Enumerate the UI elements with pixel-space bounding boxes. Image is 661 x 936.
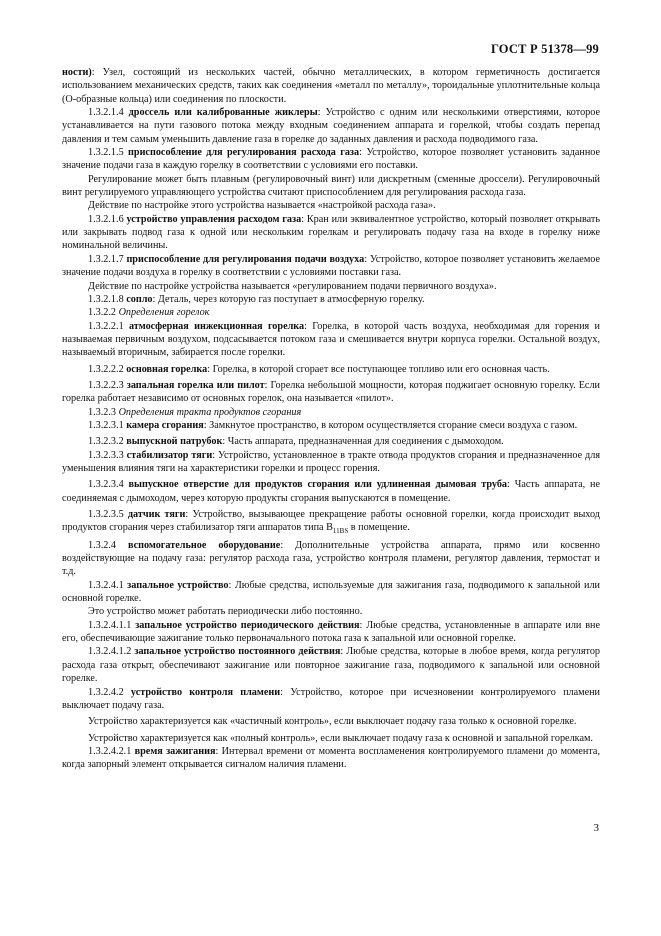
clause-number: 1.3.2.2.2	[88, 363, 124, 375]
term: выпускное отверстие для продуктов сгорания или удлиненная дымовая труба	[128, 479, 508, 491]
definition-1.3.2.1.5	[62, 146, 600, 173]
definition-text: : Дополнительные устройства аппарата, прямо или косвенно воздействующие на подачу газа: регулятор расхода газа, устройство контроля пламени, регулятор давления, термостат и т.д.	[62, 539, 601, 578]
definition-1.3.2.1.8	[62, 293, 600, 306]
definition-text: : Устройство, которое при исчезновении контролируемого пламени выключает подачу газа.	[62, 686, 601, 711]
clause-number: 1.3.2.4.1	[88, 579, 124, 591]
term: основная горелка	[126, 363, 208, 375]
clause-number: 1.3.2.3.1	[88, 419, 124, 431]
definition-1.3.2.4.2	[62, 686, 600, 713]
term: запальная горелка или пилот	[126, 379, 265, 391]
term: устройство управления расходом газа	[126, 213, 302, 225]
definition-text: : Горелка, в которой сгорает все поступающее топливо или его основная часть.	[207, 363, 550, 375]
term: запальное устройство периодического действия	[135, 619, 360, 631]
clause-number: 1.3.2.4.2.1	[88, 745, 132, 757]
document-body	[62, 66, 600, 772]
section-heading-1.3.2.3	[62, 406, 600, 419]
clause-number: 1.3.2.3.3	[88, 449, 124, 461]
definition-text: : Устройство, которое позволяет установить желаемое значение подачи воздуха в горелку в соответствии с условиями поставки газа.	[62, 253, 601, 279]
definition-1.3.2.1.4	[62, 106, 600, 146]
definition-text: : Кран или эквивалентное устройство, который позволяет открывать или закрывать подвод газа к одной или нескольким горелкам и регулировать подачу газа на входе в горелку ниже номинальной величины.	[62, 213, 600, 252]
definition-1.3.2.4.1.2	[62, 645, 600, 685]
definition-text: : Устройство, вызывающее прекращение работы основной горелки, когда происходит выход продуктов сгорания через стабилизатор тяги аппаратов типа B	[62, 509, 600, 534]
clause-number: 1.3.2.3.4	[88, 479, 124, 491]
clause-number: 1.3.2.1.4	[88, 107, 124, 119]
clause-number: 1.3.2.4.1.1	[88, 619, 132, 631]
definition-text: : Устройство с одним или несколькими отверстиями, которое устанавливается на пути газового потока между входным соединением аппарата и горелкой, чтобы создать перепад давления и тем самым уменьшить давление газа в горелке до заданных давления и расхода подводимого газа.	[62, 107, 600, 145]
definition-1.3.2.3.1	[62, 419, 600, 432]
definition-text: : Интервал времени от момента воспламенения контролируемого пламени до момента, когда запорный элемент открывается сигналом наличия пламени.	[62, 745, 600, 771]
paragraph: Устройство характеризуется как «частичный контроль», если выключает подачу газа только к основной горелке.	[88, 716, 577, 728]
definition-text: : Любые средства, установленные в аппарате или вне его, обеспечивающие зажигание только первоначального потока газа к запальной или основной горелке.	[62, 619, 601, 645]
definition-text: : Устройство, которое позволяет установить заданное значение подачи газа в каждую горелку в соответствии с условиями его поставки.	[62, 147, 601, 172]
paragraph: Устройство характеризуется как «полный контроль», если выключает подачу газа к основной и запальной горелкам.	[88, 732, 593, 744]
paragraph: Действие по настройке устройства называется «регулированием подачи первичного воздуха».	[88, 280, 497, 292]
term: время зажигания	[134, 745, 216, 757]
definition-text: : Любые средства, которые в любое время, когда регулятор расхода газа открыт, обеспечивают зажигание или повторное зажигание газа, подводимого к запальной или основной горелке.	[62, 646, 601, 685]
clause-number: 1.3.2.1.8	[88, 293, 124, 305]
clause-number: 1.3.2.3.5	[88, 509, 124, 520]
definition-1.3.2.3.2	[62, 435, 600, 448]
term: устройство контроля пламени	[130, 686, 281, 698]
term: стабилизатор тяги	[126, 449, 213, 461]
definition-text-tail: в помещение.	[348, 522, 410, 534]
clause-number: 1.3.2.4	[88, 539, 117, 551]
paragraph	[62, 66, 600, 106]
definition-1.3.2.2.2	[62, 363, 600, 376]
term: камера сгорания	[126, 419, 204, 431]
clause-number: 1.3.2.1.7	[88, 253, 124, 265]
definition-text: : Часть аппарата, не соединяемая с дымоходом, через которую продукты сгорания выпускаются в помещение.	[62, 479, 600, 504]
definition-text: : Горелка небольшой мощности, которая поджигает основную горелку. Если горелка работает независимо от основных горелок, она называется «пилот».	[62, 379, 600, 405]
clause-number: 1.3.2.4.2	[88, 686, 124, 698]
definition-1.3.2.3.4	[62, 478, 600, 505]
definition-text: : Устройство, установленное в тракте отвода продуктов сгорания и предназначенное для уменьшения влияния тяги на характеристики горелки и процесс горения.	[62, 449, 601, 474]
definition-text: : Деталь, через которую газ поступает в атмосферную горелку.	[152, 293, 425, 305]
term: сопло	[126, 293, 153, 305]
section-title: Определения горелок	[118, 307, 210, 319]
term: датчик тяги	[127, 509, 186, 520]
document-header: ГОСТ Р 51378—99	[490, 42, 599, 56]
clause-number: 1.3.2.3.2	[88, 436, 124, 448]
definition-1.3.2.2.1	[62, 320, 600, 360]
definition-text: : Замкнутое пространство, в котором осуществляется сгорание смеси воздуха с газом.	[203, 419, 578, 431]
definition-text: : Любые средства, используемые для зажигания газа, подводимого к запальной или основной горелке.	[62, 579, 601, 605]
term: ности)	[62, 67, 92, 78]
term: запальное устройство постоянного действия	[134, 646, 341, 658]
section-heading-1.3.2.2	[62, 306, 600, 319]
clause-number: 1.3.2.4.1.2	[88, 646, 132, 658]
definition-1.3.2.1.7	[62, 253, 600, 280]
subscript: 11BS	[332, 527, 349, 536]
definition-1.3.2.4	[62, 539, 600, 579]
clause-number: 1.3.2.2.3	[88, 379, 124, 391]
term: дроссель или калиброванные жиклеры	[128, 107, 318, 119]
clause-number: 1.3.2.1.5	[88, 147, 124, 159]
paragraph: Регулирование может быть плавным (регулировочный винт) или дискретным (сменные дроссели). Регулировочный винт регулируемого управляющего устройства считают приспособлением для регулирования расхода газа.	[62, 173, 600, 199]
term: приспособление для регулирования подачи воздуха	[126, 253, 365, 265]
definition-text: : Часть аппарата, предназначенная для соединения с дымоходом.	[222, 436, 504, 448]
definition-1.3.2.4.1	[62, 579, 600, 606]
clause-number: 1.3.2.3	[88, 406, 117, 418]
definition-1.3.2.3.3	[62, 449, 600, 476]
term: приспособление для регулирования расхода газа	[128, 147, 360, 159]
section-title: Определения тракта продуктов сгорания	[118, 406, 302, 418]
paragraph: Это устройство может работать периодически либо постоянно.	[88, 606, 363, 618]
definition-1.3.2.1.6	[62, 213, 600, 253]
term: выпускной патрубок	[126, 436, 223, 448]
definition-1.3.2.4.2.1	[62, 745, 600, 772]
clause-number: 1.3.2.1.6	[88, 213, 124, 225]
term: атмосферная инжекционная горелка	[128, 320, 305, 332]
definition-text: : Горелка, в которой часть воздуха, необходимая для горения и называемая первичным воздухом, подсасывается потоком газа и смешивается внутри корпуса горелки. Остальной воздух, называемый вторичным, забирается после горелки.	[62, 320, 600, 359]
clause-number: 1.3.2.2	[88, 307, 117, 319]
definition-1.3.2.3.5	[62, 508, 600, 539]
paragraph-text: : Узел, состоящий из нескольких частей, обычно металлических, в котором герметичность достигается использованием механических средств, таких как соединения «металл по металлу», тороидальные уплотнительные кольца (О-образные кольца) или соединения по плоскости.	[62, 67, 600, 105]
term: вспомогательное оборудование	[127, 539, 281, 551]
clause-number: 1.3.2.2.1	[88, 320, 124, 332]
page-number: 3	[593, 822, 599, 834]
term: запальное устройство	[127, 579, 229, 591]
definition-1.3.2.2.3	[62, 379, 600, 406]
paragraph: Действие по настройке этого устройства называется «настройкой расхода газа».	[88, 200, 436, 212]
definition-1.3.2.4.1.1	[62, 619, 600, 646]
